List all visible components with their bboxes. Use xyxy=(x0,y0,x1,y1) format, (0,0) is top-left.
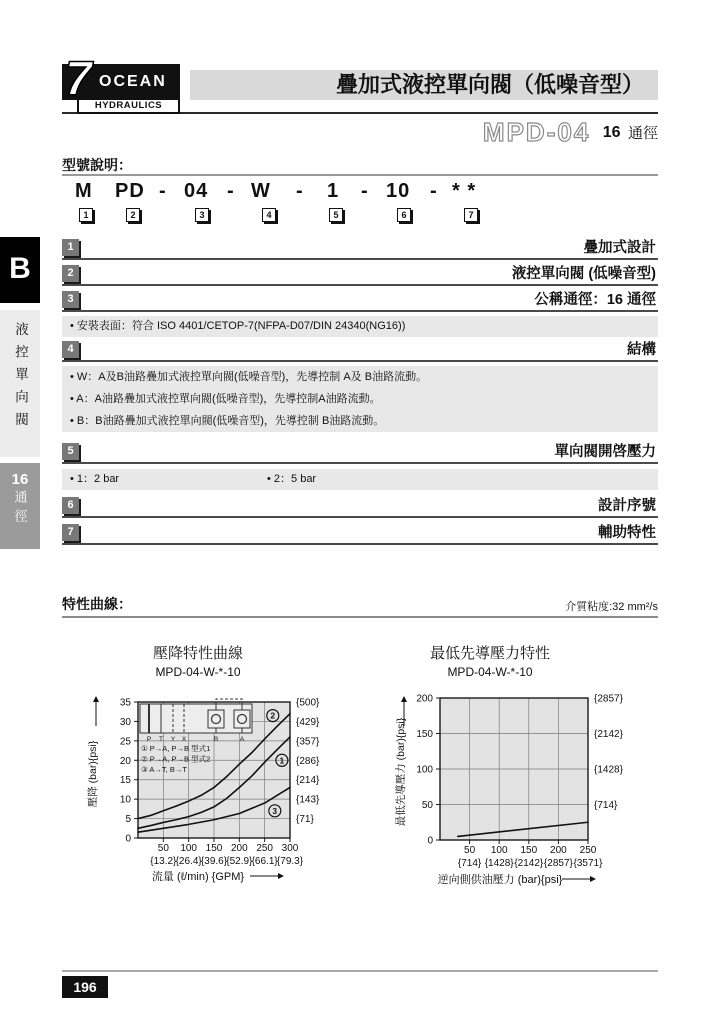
svg-text:{13.2}: {13.2} xyxy=(150,856,177,867)
footer-divider xyxy=(62,970,658,972)
brand-seven-icon: 7 xyxy=(65,53,92,106)
min-pilot-pressure-chart xyxy=(390,686,690,898)
section-number: 4 xyxy=(62,341,79,358)
model-code-heading: 型號說明： xyxy=(62,157,132,173)
section-row-2 xyxy=(62,265,658,286)
chart2-title: 最低先導壓力特性 xyxy=(429,645,550,662)
model-code-part: 1 xyxy=(327,180,340,202)
svg-text:{2857}: {2857} xyxy=(594,693,623,705)
svg-text:{71}: {71} xyxy=(296,814,314,826)
structure-note-b: • B：B油路疊加式液控單向閥(低噪音型)，先導控制 B油路流動。 xyxy=(70,415,385,427)
svg-text:25: 25 xyxy=(119,736,131,748)
svg-text:{26.4}: {26.4} xyxy=(175,856,202,867)
section-title: 設計序號 xyxy=(598,498,656,514)
svg-text:20: 20 xyxy=(119,755,131,767)
model-code-digit-box: 1 xyxy=(79,208,93,222)
svg-text:50: 50 xyxy=(157,843,169,854)
section-row-3 xyxy=(62,291,658,312)
section-number: 5 xyxy=(62,443,79,460)
section-title: 單向閥開啓壓力 xyxy=(554,444,656,460)
svg-text:30: 30 xyxy=(119,716,131,728)
section-row-7 xyxy=(62,524,658,545)
svg-text:0: 0 xyxy=(125,833,131,845)
model-code-digit-box: 3 xyxy=(195,208,209,222)
cracking-pressure-note xyxy=(62,469,658,490)
structure-note-w: • W：A及B油路疊加式液控單向閥(低噪音型)，先導控制 A及 B油路流動。 xyxy=(70,371,428,383)
svg-text:300: 300 xyxy=(281,843,299,854)
svg-text:{39.6}: {39.6} xyxy=(200,856,228,867)
svg-text:{714}: {714} xyxy=(457,858,482,869)
svg-text:{66.1}: {66.1} xyxy=(251,856,278,867)
section-number: 2 xyxy=(62,265,79,282)
brand-subtitle: HYDRAULICS xyxy=(77,98,180,114)
model-code-part: W xyxy=(251,180,271,202)
svg-text:A: A xyxy=(239,736,245,743)
cracking-option-2: • 2：5 bar xyxy=(267,473,317,485)
svg-text:X: X xyxy=(181,736,187,743)
svg-text:{2857}: {2857} xyxy=(543,858,573,869)
model-line xyxy=(62,117,658,145)
svg-text:壓降 (bar){psi}: 壓降 (bar){psi} xyxy=(87,740,99,808)
model-code-part: M xyxy=(75,180,93,202)
svg-text:100: 100 xyxy=(490,845,508,856)
svg-text:{500}: {500} xyxy=(296,697,320,709)
section-title: 疊加式設計 xyxy=(583,240,656,256)
sidebar-category-label: 液控單向閥 xyxy=(13,322,28,435)
svg-text:100: 100 xyxy=(416,764,433,776)
svg-text:P: P xyxy=(146,736,152,743)
sidebar-size-unit: 通徑 xyxy=(12,490,28,528)
svg-text:{214}: {214} xyxy=(296,775,320,787)
chart1-subtitle: MPD-04-W-*-10 xyxy=(155,665,241,679)
model-code-digit-box: 2 xyxy=(126,208,140,222)
model-size: 16 xyxy=(602,123,621,141)
section-row-5 xyxy=(62,443,658,464)
section-row-4 xyxy=(62,341,658,362)
svg-text:200: 200 xyxy=(230,843,248,854)
svg-text:{79.3}: {79.3} xyxy=(276,856,304,867)
model-code-part: 10 xyxy=(386,180,411,202)
svg-text:{286}: {286} xyxy=(296,755,320,767)
svg-text:最低先導壓力 (bar){psi}: 最低先導壓力 (bar){psi} xyxy=(395,717,407,827)
svg-text:3: 3 xyxy=(272,805,278,816)
structure-note-a: • A：A油路疊加式液控單向閥(低噪音型)，先導控制A油路流動。 xyxy=(70,393,381,405)
curves-heading: 特性曲線： xyxy=(62,596,132,612)
svg-text:200: 200 xyxy=(416,693,433,705)
svg-text:T: T xyxy=(159,736,163,743)
brand-name: OCEAN xyxy=(99,73,167,90)
section-title: 輔助特性 xyxy=(598,525,656,541)
chart1-title: 壓降特性曲線 xyxy=(152,645,243,662)
section-number: 6 xyxy=(62,497,79,514)
svg-text:{2142}: {2142} xyxy=(594,729,623,740)
model-code-part: - xyxy=(159,180,167,202)
section-number: 3 xyxy=(62,291,79,308)
svg-text:1: 1 xyxy=(279,755,285,766)
svg-text:Y: Y xyxy=(170,736,176,743)
model-code-part: PD xyxy=(115,180,145,202)
svg-text:35: 35 xyxy=(119,697,131,709)
model-code-digit-box: 6 xyxy=(397,208,411,222)
sidebar-tab-b: B xyxy=(0,237,40,303)
section-number: 7 xyxy=(62,524,79,541)
curves-divider xyxy=(62,616,658,618)
svg-text:250: 250 xyxy=(256,843,274,854)
svg-text:100: 100 xyxy=(180,843,198,854)
section-row-1 xyxy=(62,239,658,260)
svg-text:{714}: {714} xyxy=(594,800,618,811)
model-code-digit-box: 7 xyxy=(464,208,478,222)
model-code-digit-box: 4 xyxy=(262,208,276,222)
svg-text:200: 200 xyxy=(550,845,567,856)
structure-note xyxy=(62,366,658,432)
sidebar-category xyxy=(0,310,40,457)
svg-text:{143}: {143} xyxy=(296,794,320,806)
svg-text:2: 2 xyxy=(270,710,276,721)
svg-text:50: 50 xyxy=(421,800,433,811)
pressure-drop-chart xyxy=(70,686,370,898)
svg-text:② P→A, P→B 型式2: ② P→A, P→B 型式2 xyxy=(141,754,211,764)
svg-text:50: 50 xyxy=(464,845,476,856)
section-title: 公稱通徑：16 通徑 xyxy=(534,292,656,308)
svg-text:{429}: {429} xyxy=(296,716,320,728)
model-code-part: - xyxy=(227,180,235,202)
svg-text:逆向側供油壓力 (bar){psi}: 逆向側供油壓力 (bar){psi} xyxy=(437,874,563,886)
model-code-part: - xyxy=(296,180,304,202)
brand-logo xyxy=(62,53,180,114)
chart2-subtitle: MPD-04-W-*-10 xyxy=(447,665,533,679)
svg-text:B: B xyxy=(213,736,219,743)
svg-text:③ A→T, B→T: ③ A→T, B→T xyxy=(141,765,187,774)
mounting-note xyxy=(62,316,658,337)
model-code-part: 04 xyxy=(184,180,209,202)
model-code-breakdown xyxy=(0,180,720,228)
svg-text:{2142}: {2142} xyxy=(514,858,544,869)
svg-text:150: 150 xyxy=(520,845,538,856)
section-title: 結構 xyxy=(627,342,656,358)
model-name: MPD-04 xyxy=(482,117,591,147)
sidebar-size-number: 16 xyxy=(11,471,29,488)
svg-text:流量 (ℓ/min) {GPM}: 流量 (ℓ/min) {GPM} xyxy=(151,871,245,883)
svg-text:0: 0 xyxy=(427,835,433,847)
svg-text:{357}: {357} xyxy=(296,736,320,748)
model-code-part: - xyxy=(430,180,438,202)
svg-text:① P→A, P→B 型式1: ① P→A, P→B 型式1 xyxy=(141,744,211,753)
svg-text:10: 10 xyxy=(119,794,131,806)
svg-text:5: 5 xyxy=(125,814,131,826)
svg-text:{1428}: {1428} xyxy=(594,764,623,776)
page-number: 196 xyxy=(62,976,108,998)
svg-text:15: 15 xyxy=(119,775,131,787)
model-code-part: * * xyxy=(452,180,477,202)
sidebar-size xyxy=(0,463,40,549)
model-code-divider xyxy=(62,174,658,176)
model-code-digit-box: 5 xyxy=(329,208,343,222)
section-row-6 xyxy=(62,497,658,518)
cracking-option-1: • 1：2 bar xyxy=(70,473,120,485)
model-code-part: - xyxy=(361,180,369,202)
section-title: 液控單向閥 (低噪音型) xyxy=(511,266,656,282)
svg-text:250: 250 xyxy=(579,845,597,856)
svg-text:{3571}: {3571} xyxy=(573,858,603,869)
svg-text:{1428}: {1428} xyxy=(484,858,514,869)
svg-text:150: 150 xyxy=(416,729,433,740)
page-title: 疊加式液控單向閥（低噪音型） xyxy=(190,70,658,100)
model-size-unit: 通徑 xyxy=(627,125,658,142)
svg-text:{52.9}: {52.9} xyxy=(226,856,253,867)
svg-text:150: 150 xyxy=(205,843,223,854)
section-number: 1 xyxy=(62,239,79,256)
mounting-note-text: • 安裝表面：符合 ISO 4401/CETOP-7(NFPA-D07/DIN 24340(NG16)) xyxy=(70,320,406,332)
viscosity-note: 介質粘度:32 mm²/s xyxy=(565,601,658,613)
